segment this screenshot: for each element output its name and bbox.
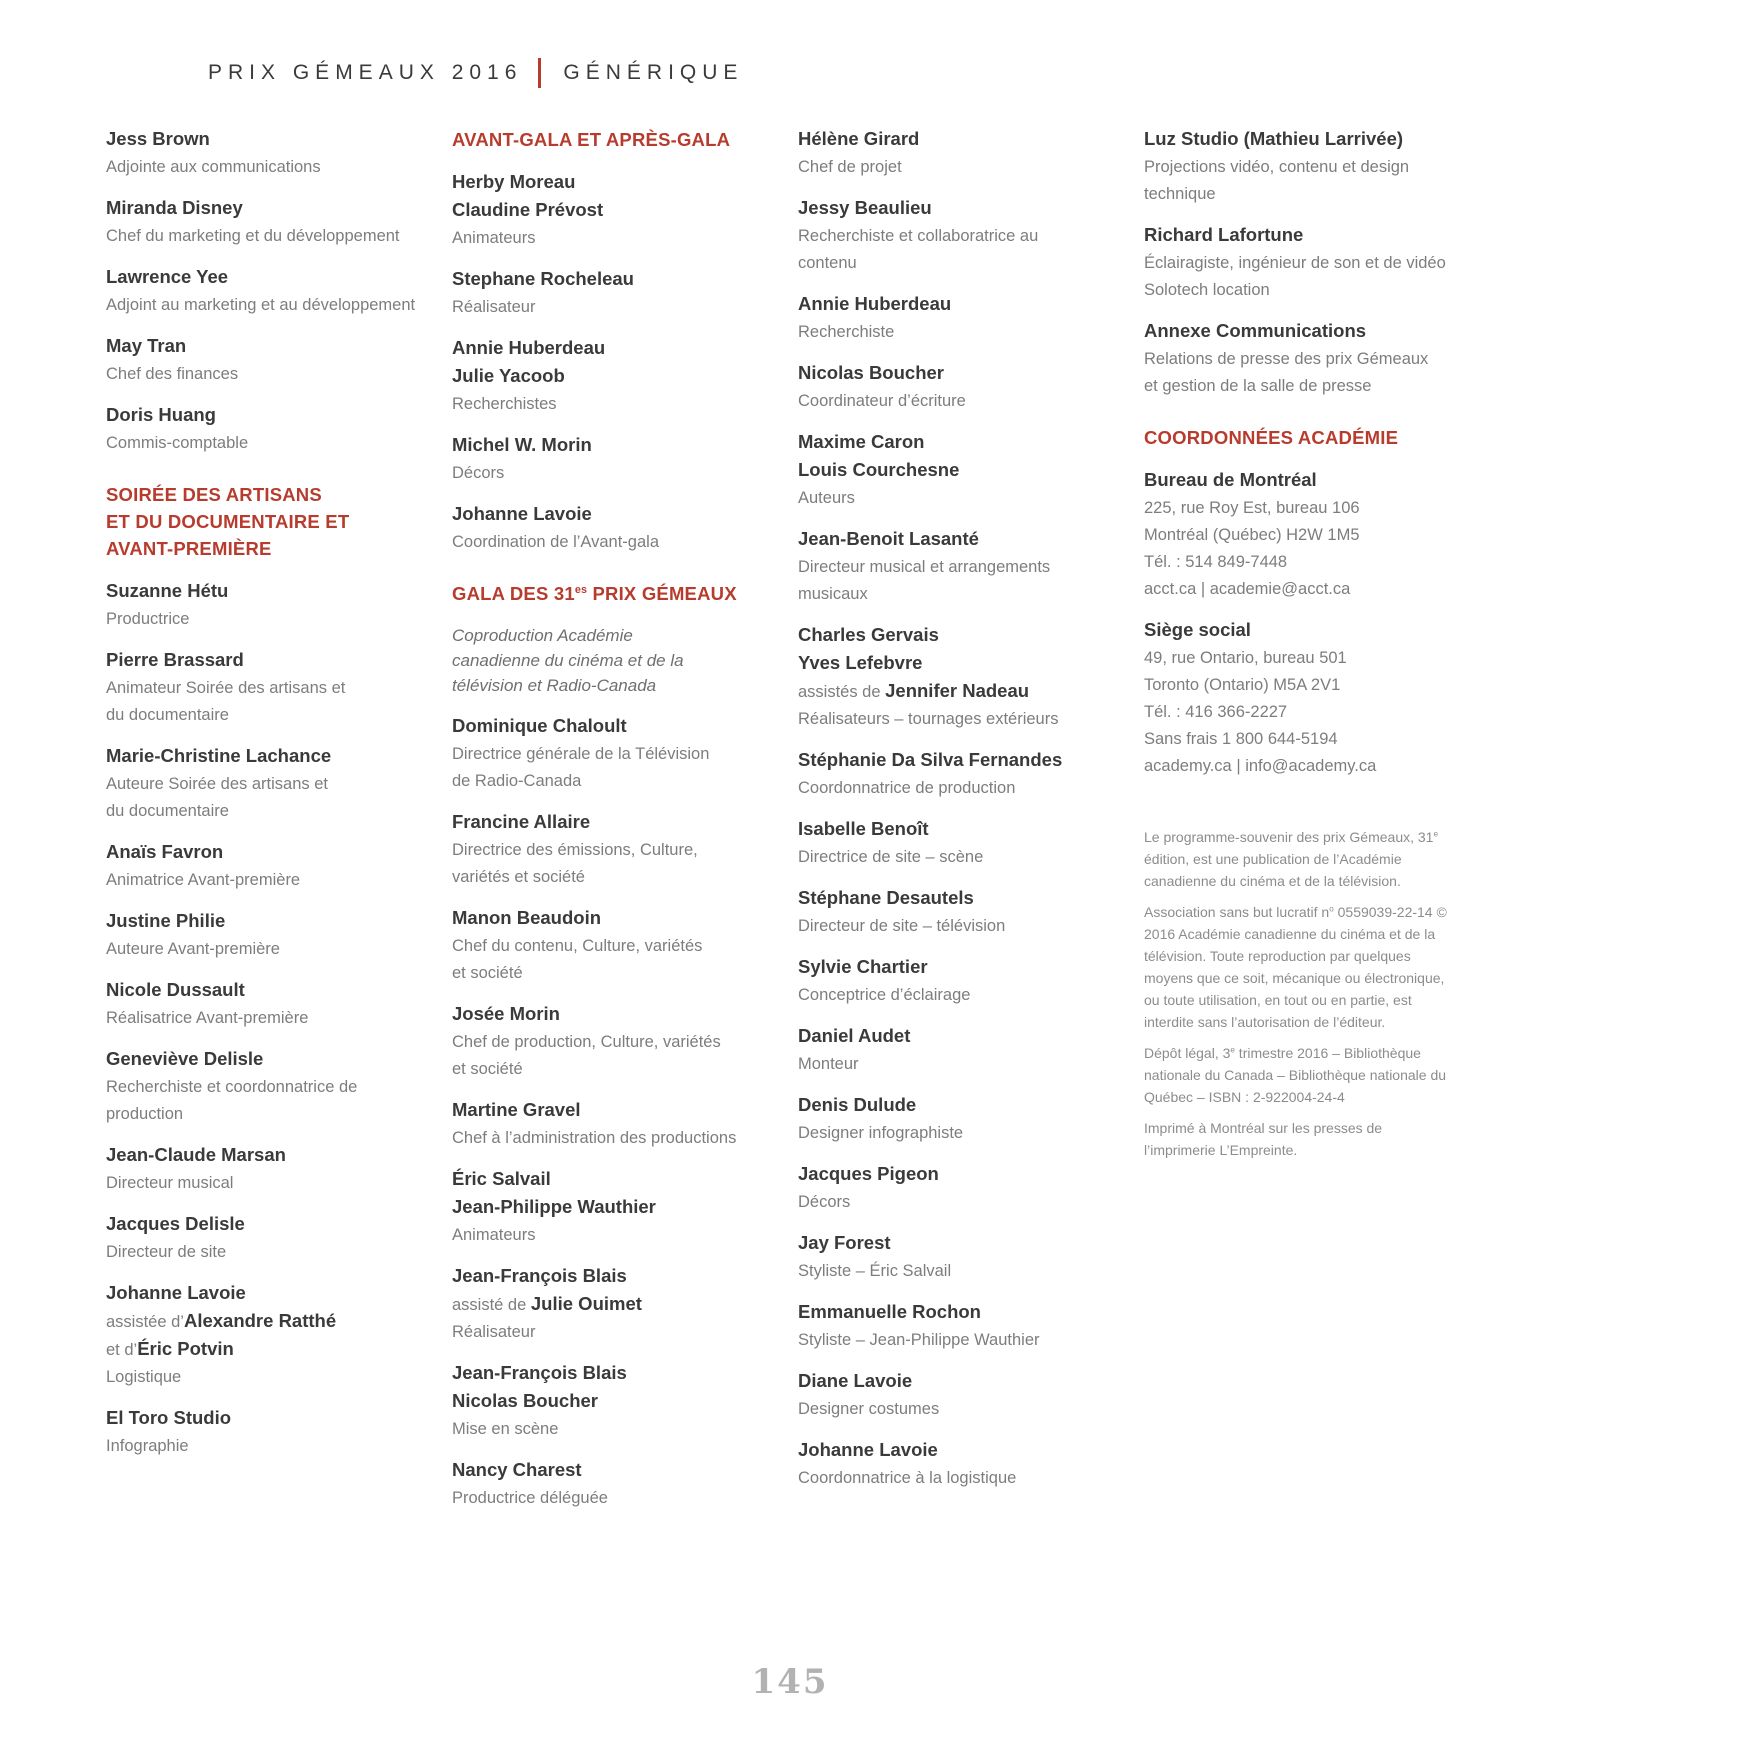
role-line: Relations de presse des prix Gémeaux: [1144, 350, 1429, 368]
role-line: Coordonnatrice à la logistique: [798, 1469, 1017, 1487]
name-line: Jean-François Blais: [452, 1362, 627, 1383]
role-line: contenu: [798, 254, 857, 272]
credit-entry: [798, 747, 1109, 802]
role-line: academy.ca | info@academy.ca: [1144, 757, 1377, 775]
role-line: Solotech location: [1144, 281, 1270, 299]
credit-entry: [106, 264, 417, 319]
role-line: Productrice déléguée: [452, 1489, 608, 1507]
role-line: Auteure Avant-première: [106, 940, 280, 958]
role-line: Éclairagiste, ingénieur de son et de vidéo: [1144, 254, 1446, 272]
name-line: Jacques Delisle: [106, 1213, 245, 1234]
page-header: [208, 58, 743, 88]
role-line: Tél. : 416 366-2227: [1144, 703, 1288, 721]
name-line: Éric Salvail: [452, 1168, 551, 1189]
role-line: Recherchistes: [452, 395, 557, 413]
name-line: May Tran: [106, 335, 187, 356]
name-line: Stephane Rocheleau: [452, 268, 634, 289]
role-line: Conceptrice d’éclairage: [798, 986, 971, 1004]
credit-entry: [452, 501, 763, 556]
role-line: Adjoint au marketing et au développement: [106, 296, 416, 314]
name-line: Geneviève Delisle: [106, 1048, 264, 1069]
role-line: Coordonnatrice de production: [798, 779, 1016, 797]
name-line: Stéphanie Da Silva Fernandes: [798, 749, 1063, 770]
role-line: Chef de projet: [798, 158, 902, 176]
credit-entry: [452, 266, 763, 321]
credit-entry: [452, 809, 763, 891]
name-line: Stéphane Desautels: [798, 887, 974, 908]
credit-entry: [798, 1023, 1109, 1078]
name-line: Diane Lavoie: [798, 1370, 913, 1391]
credit-entry: [106, 1211, 417, 1266]
name-line: Sylvie Chartier: [798, 956, 928, 977]
legal-paragraph: Dépôt légal, 3e trimestre 2016 – Bibliothèque nationale du Canada – Bibliothèque nationale du Québec – ISBN : 2-922004-24-4: [1144, 1045, 1447, 1105]
heading-line: SOIRÉE DES ARTISANS: [106, 484, 322, 505]
credit-entry: [106, 126, 417, 181]
role-line: Productrice: [106, 610, 190, 628]
section-heading: [452, 126, 763, 153]
name-line: Johanne Lavoie: [452, 503, 592, 524]
role-line: assisté de Julie Ouimet: [452, 1293, 642, 1314]
credit-entry: [452, 1360, 763, 1443]
role-line: et gestion de la salle de presse: [1144, 377, 1372, 395]
credit-entry: [106, 908, 417, 963]
role-line: Animateurs: [452, 1226, 536, 1244]
name-line: Nicole Dussault: [106, 979, 245, 1000]
credit-entry: [798, 360, 1109, 415]
role-line: et société: [452, 964, 523, 982]
role-line: Directeur musical et arrangements: [798, 558, 1051, 576]
credit-entry: [1144, 617, 1455, 780]
credit-entry: [798, 1161, 1109, 1216]
credit-entry: [452, 1457, 763, 1512]
heading-line: GALA DES $31^{es}$ PRIX GÉMEAUX: [452, 583, 737, 604]
name-line: Suzanne Hétu: [106, 580, 229, 601]
role-line: Chef du contenu, Culture, variétés: [452, 937, 703, 955]
credit-entry: [106, 839, 417, 894]
role-line: Styliste – Jean-Philippe Wauthier: [798, 1331, 1040, 1349]
name-line: Jean-Philippe Wauthier: [452, 1196, 656, 1217]
role-line: Recherchiste et coordonnatrice de: [106, 1078, 358, 1096]
role-line: Coordinateur d’écriture: [798, 392, 966, 410]
name-line: Nicolas Boucher: [798, 362, 944, 383]
role-line: Directrice des émissions, Culture,: [452, 841, 698, 859]
credit-entry: [1144, 126, 1455, 208]
role-line: assistée d’Alexandre Ratthé: [106, 1310, 337, 1331]
name-line: Johanne Lavoie: [106, 1282, 246, 1303]
credit-entry: [798, 1092, 1109, 1147]
credit-entry: [798, 816, 1109, 871]
credit-entry: [106, 647, 417, 729]
name-line: Jean-Benoit Lasanté: [798, 528, 979, 549]
section-heading: [106, 481, 417, 562]
name-line: Nicolas Boucher: [452, 1390, 598, 1411]
note-line: télévision et Radio-Canada: [452, 676, 657, 695]
name-line: Nancy Charest: [452, 1459, 582, 1480]
role-line: Infographie: [106, 1437, 189, 1455]
role-line: Adjointe aux communications: [106, 158, 321, 176]
name-line: Francine Allaire: [452, 811, 591, 832]
name-line: Johanne Lavoie: [798, 1439, 938, 1460]
role-line: Décors: [798, 1193, 851, 1211]
credit-entry: [106, 195, 417, 250]
name-line: Jacques Pigeon: [798, 1163, 939, 1184]
legal-paragraph: Le programme-souvenir des prix Gémeaux, 31e édition, est une publication de l’Académie canadienne du cinéma et de la télévision.: [1144, 829, 1438, 889]
credit-entry: [452, 1097, 763, 1152]
credit-entry: [106, 402, 417, 457]
legal-paragraph: Association sans but lucratif $n^o$ 0559039-22-14 © 2016 Académie canadienne du cinéma et de la télévision. Toute reproduction par quelques moyens que ce soit, mécanique ou électronique, ou toute utilisation, en tout ou en partie, est interdite sans l’autorisation de l’éditeur.: [1144, 904, 1447, 1030]
name-line: Jessy Beaulieu: [798, 197, 932, 218]
credit-entry: [452, 169, 763, 252]
role-line: Animateur Soirée des artisans et: [106, 679, 346, 697]
role-line: Chef de production, Culture, variétés: [452, 1033, 721, 1051]
name-line: Michel W. Morin: [452, 434, 592, 455]
credits-column-1: [106, 126, 417, 1474]
name-line: Charles Gervais: [798, 624, 939, 645]
name-line: Hélène Girard: [798, 128, 920, 149]
credit-entry: [798, 126, 1109, 181]
heading-line: ET DU DOCUMENTAIRE ET: [106, 511, 350, 532]
role-line: Réalisateur: [452, 298, 536, 316]
name-line: Yves Lefebvre: [798, 652, 923, 673]
section-heading: [1144, 424, 1455, 451]
role-line: acct.ca | academie@acct.ca: [1144, 580, 1351, 598]
legal-paragraph: Imprimé à Montréal sur les presses de l’imprimerie L’Empreinte.: [1144, 1120, 1383, 1158]
role-line: Commis-comptable: [106, 434, 249, 452]
role-line: Réalisateurs – tournages extérieurs: [798, 710, 1059, 728]
name-line: Josée Morin: [452, 1003, 560, 1024]
role-line: Tél. : 514 849-7448: [1144, 553, 1288, 571]
role-line: 225, rue Roy Est, bureau 106: [1144, 499, 1360, 517]
name-line: Emmanuelle Rochon: [798, 1301, 981, 1322]
name-line: Jess Brown: [106, 128, 210, 149]
credit-entry: [798, 1368, 1109, 1423]
credits-column-3: [798, 126, 1109, 1506]
credit-entry: [452, 335, 763, 418]
credit-entry: [1144, 222, 1455, 304]
credit-entry: [106, 578, 417, 633]
role-line: Toronto (Ontario) M5A 2V1: [1144, 676, 1341, 694]
header-title-right: GÉNÉRIQUE: [563, 61, 744, 84]
name-line: Annie Huberdeau: [798, 293, 952, 314]
role-line: Logistique: [106, 1368, 182, 1386]
name-line: Claudine Prévost: [452, 199, 604, 220]
role-line: variétés et société: [452, 868, 585, 886]
role-line: Designer costumes: [798, 1400, 940, 1418]
role-line: Chef du marketing et du développement: [106, 227, 400, 245]
name-line: Justine Philie: [106, 910, 226, 931]
name-line: Martine Gravel: [452, 1099, 581, 1120]
role-line: Décors: [452, 464, 505, 482]
role-line: Directeur de site – télévision: [798, 917, 1006, 935]
heading-line: COORDONNÉES ACADÉMIE: [1144, 427, 1399, 448]
role-line: et société: [452, 1060, 523, 1078]
name-line: Louis Courchesne: [798, 459, 960, 480]
role-line: Animateurs: [452, 229, 536, 247]
credit-entry: [106, 743, 417, 825]
name-line: Denis Dulude: [798, 1094, 917, 1115]
heading-line: AVANT-GALA ET APRÈS-GALA: [452, 129, 731, 150]
credit-entry: [452, 713, 763, 795]
name-line: Jean-François Blais: [452, 1265, 627, 1286]
credit-entry: [798, 1230, 1109, 1285]
credits-column-4: [1144, 126, 1455, 1170]
role-line: Chef à l’administration des productions: [452, 1129, 737, 1147]
credit-entry: [798, 526, 1109, 608]
page-number: 145: [751, 1662, 829, 1702]
role-line: assistés de Jennifer Nadeau: [798, 680, 1030, 701]
header-divider: [538, 58, 541, 88]
role-line: du documentaire: [106, 802, 229, 820]
credit-entry: [798, 885, 1109, 940]
credit-entry: [1144, 467, 1455, 603]
role-line: Directrice générale de la Télévision: [452, 745, 710, 763]
name-line: Dominique Chaloult: [452, 715, 627, 736]
name-line: Anaïs Favron: [106, 841, 224, 862]
credit-entry: [452, 905, 763, 987]
role-line: Directeur de site: [106, 1243, 227, 1261]
role-line: Montréal (Québec) H2W 1M5: [1144, 526, 1360, 544]
name-line: Jay Forest: [798, 1232, 891, 1253]
name-line: Annie Huberdeau: [452, 337, 606, 358]
role-line: Designer infographiste: [798, 1124, 964, 1142]
role-line: Réalisateur: [452, 1323, 536, 1341]
name-line: Luz Studio (Mathieu Larrivée): [1144, 128, 1404, 149]
name-line: Isabelle Benoît: [798, 818, 929, 839]
role-line: Animatrice Avant-première: [106, 871, 301, 889]
role-line: et d’Éric Potvin: [106, 1338, 234, 1359]
role-line: du documentaire: [106, 706, 229, 724]
heading-line: AVANT-PREMIÈRE: [106, 538, 272, 559]
credit-entry: [798, 195, 1109, 277]
role-line: Recherchiste et collaboratrice au: [798, 227, 1039, 245]
role-line: Auteurs: [798, 489, 855, 507]
name-line: Manon Beaudoin: [452, 907, 602, 928]
credit-entry: [452, 1166, 763, 1249]
role-line: Directrice de site – scène: [798, 848, 984, 866]
role-line: Coordination de l’Avant-gala: [452, 533, 659, 551]
credit-entry: [106, 1280, 417, 1391]
note-line: Coproduction Académie: [452, 626, 633, 645]
note-line: canadienne du cinéma et de la: [452, 651, 684, 670]
credit-entry: [798, 291, 1109, 346]
name-line: Miranda Disney: [106, 197, 243, 218]
name-line: Julie Yacoob: [452, 365, 565, 386]
name-line: Siège social: [1144, 619, 1251, 640]
credit-entry: [106, 1405, 417, 1460]
name-line: Lawrence Yee: [106, 266, 229, 287]
role-line: Mise en scène: [452, 1420, 559, 1438]
credit-entry: [452, 432, 763, 487]
credits-columns: [106, 126, 1490, 1526]
credit-entry: [1144, 318, 1455, 400]
role-line: musicaux: [798, 585, 868, 603]
credit-entry: [106, 977, 417, 1032]
credit-entry: [798, 954, 1109, 1009]
name-line: Richard Lafortune: [1144, 224, 1304, 245]
role-line: Réalisatrice Avant-première: [106, 1009, 309, 1027]
credit-entry: [798, 1437, 1109, 1492]
role-line: Sans frais 1 800 644-5194: [1144, 730, 1338, 748]
role-line: de Radio-Canada: [452, 772, 582, 790]
name-line: Pierre Brassard: [106, 649, 244, 670]
credit-entry: [452, 1001, 763, 1083]
credits-column-2: [452, 126, 763, 1526]
role-line: production: [106, 1105, 184, 1123]
credit-entry: [106, 1142, 417, 1197]
role-line: Directeur musical: [106, 1174, 234, 1192]
role-line: Chef des finances: [106, 365, 239, 383]
name-line: Bureau de Montréal: [1144, 469, 1317, 490]
name-line: Herby Moreau: [452, 171, 576, 192]
name-line: Annexe Communications: [1144, 320, 1367, 341]
role-line: Styliste – Éric Salvail: [798, 1262, 952, 1280]
coproduction-note: [452, 623, 763, 698]
name-line: Marie-Christine Lachance: [106, 745, 332, 766]
credit-entry: [798, 622, 1109, 733]
role-line: 49, rue Ontario, bureau 501: [1144, 649, 1347, 667]
section-heading: [452, 580, 763, 607]
name-line: El Toro Studio: [106, 1407, 232, 1428]
credit-entry: [106, 333, 417, 388]
credit-entry: [798, 429, 1109, 512]
credit-entry: [452, 1263, 763, 1346]
role-line: technique: [1144, 185, 1216, 203]
name-line: Maxime Caron: [798, 431, 925, 452]
role-line: Projections vidéo, contenu et design: [1144, 158, 1410, 176]
role-line: Auteure Soirée des artisans et: [106, 775, 328, 793]
name-line: Doris Huang: [106, 404, 216, 425]
credit-entry: [798, 1299, 1109, 1354]
credit-entry: [106, 1046, 417, 1128]
name-line: Daniel Audet: [798, 1025, 911, 1046]
role-line: Monteur: [798, 1055, 859, 1073]
role-line: Recherchiste: [798, 323, 895, 341]
header-title-left: PRIX GÉMEAUX 2016: [208, 61, 523, 84]
name-line: Jean-Claude Marsan: [106, 1144, 286, 1165]
